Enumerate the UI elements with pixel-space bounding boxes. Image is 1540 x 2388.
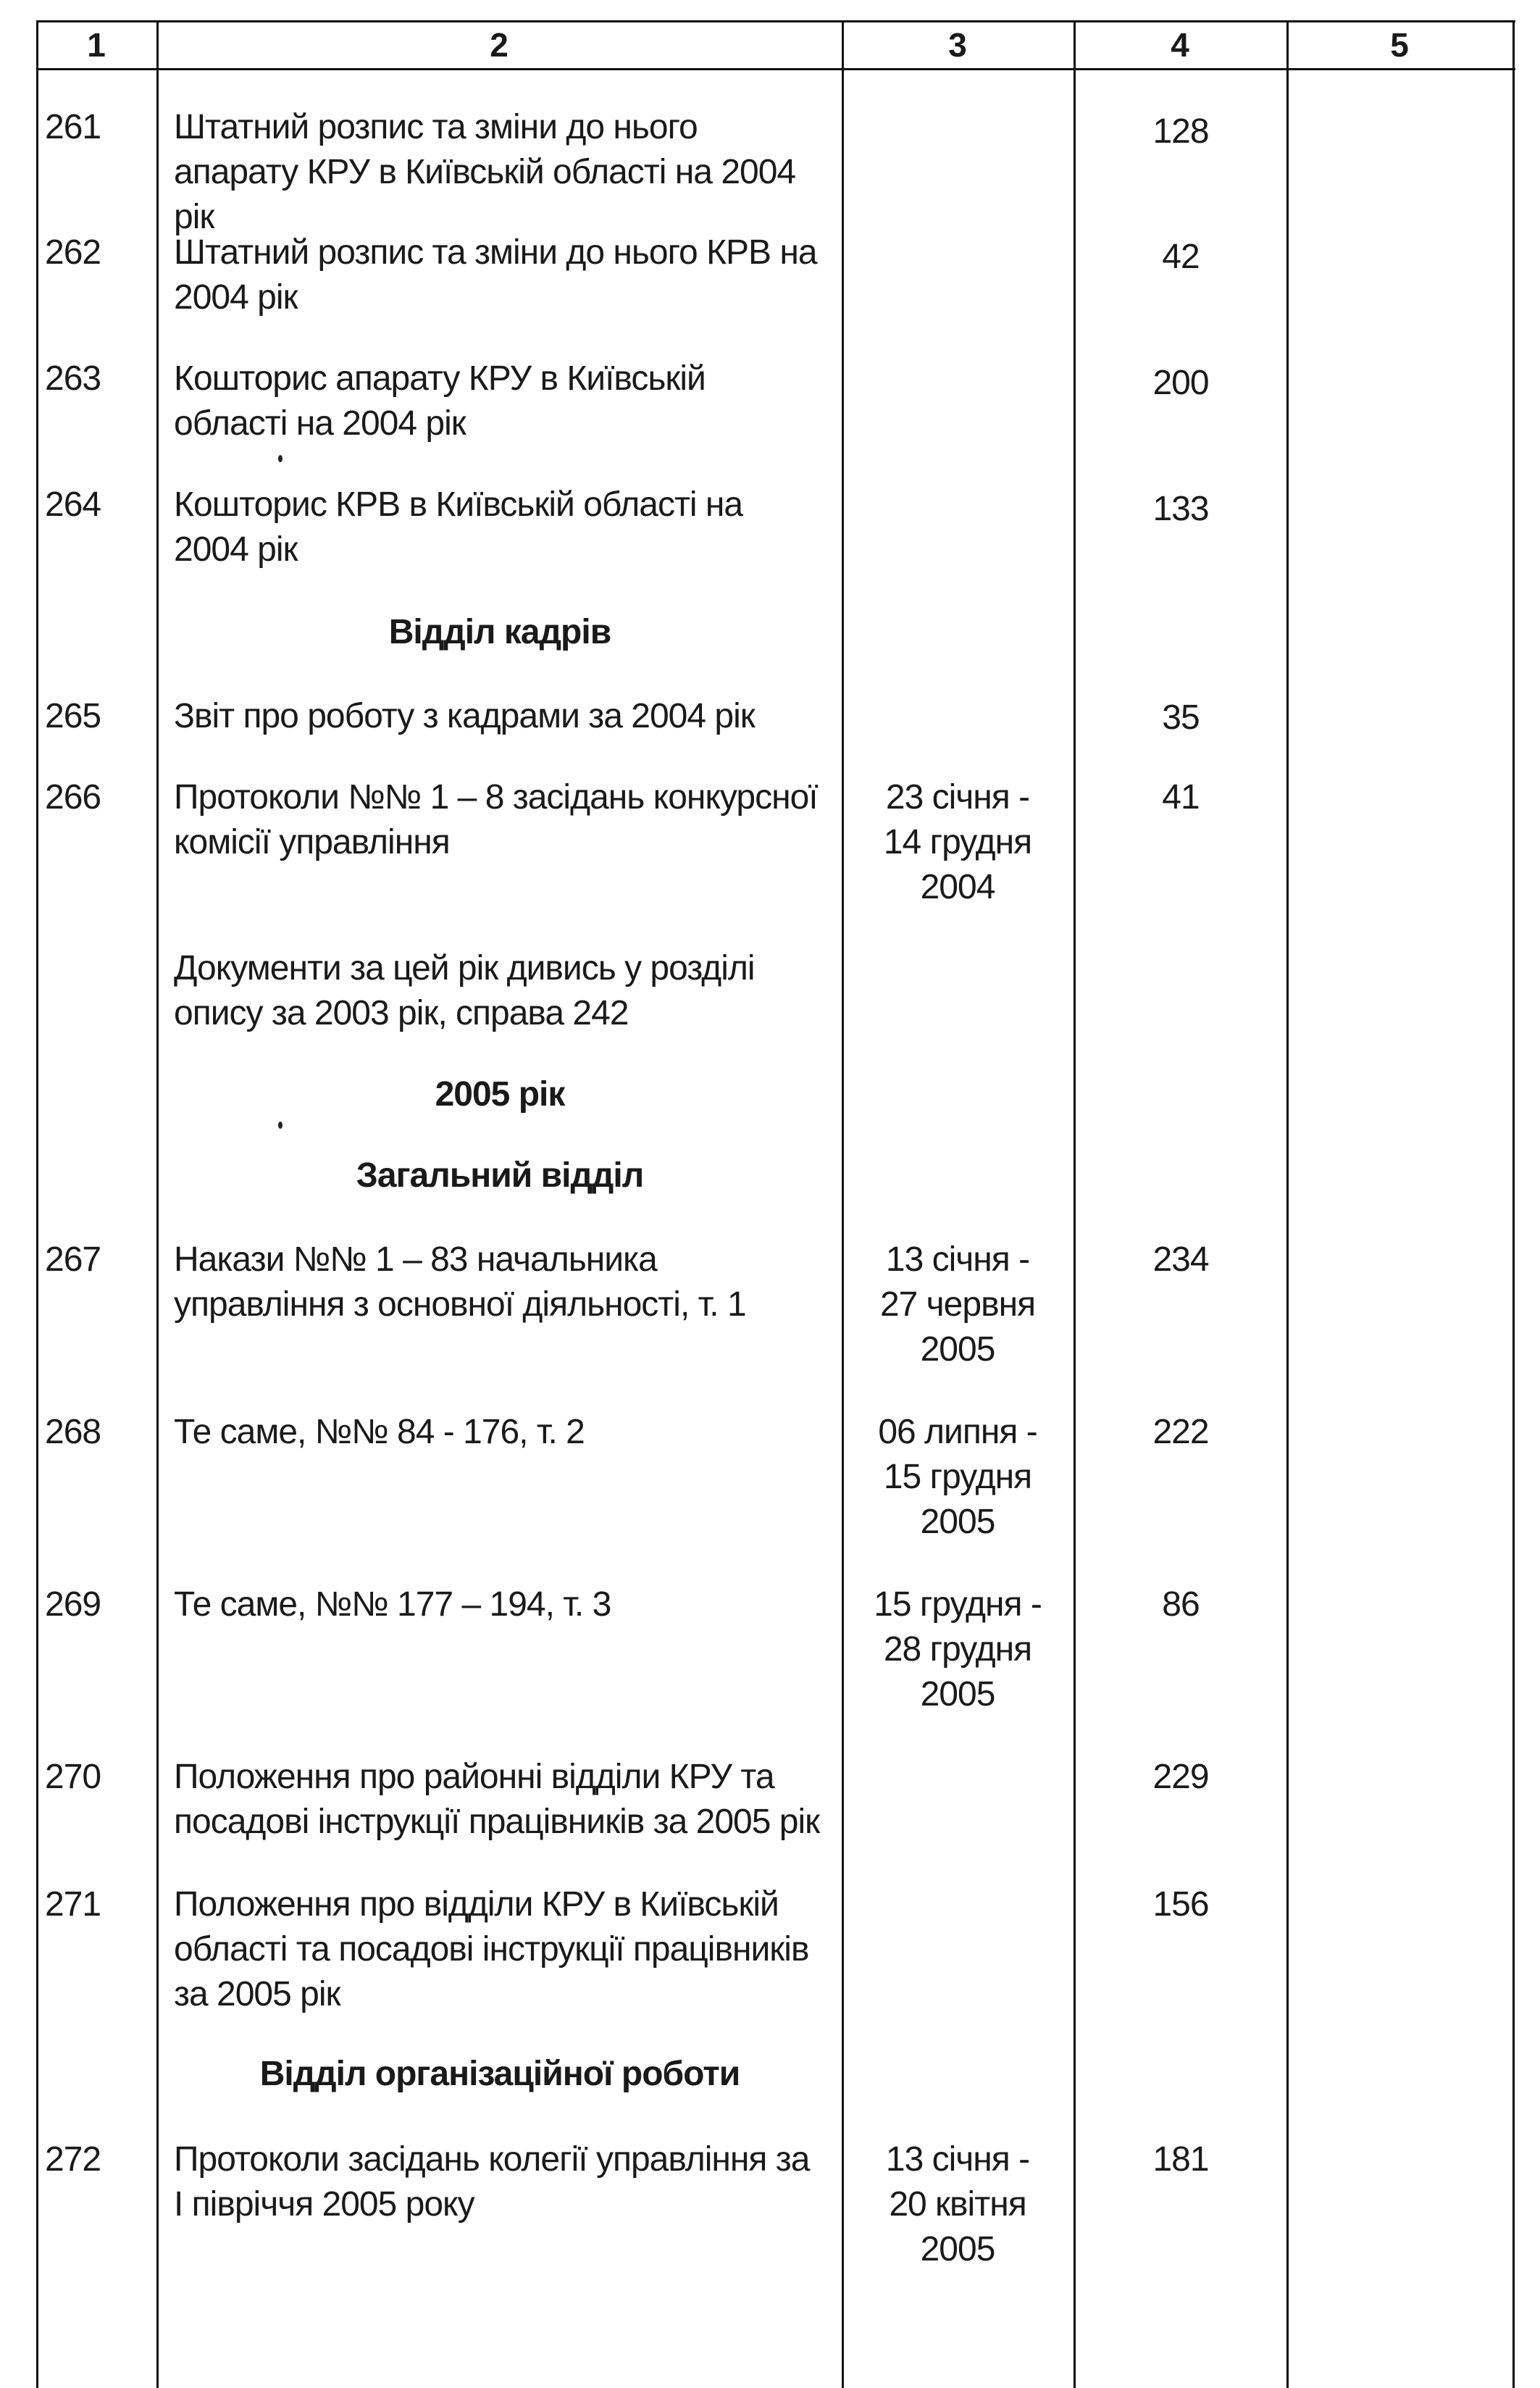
row-sheets: 181 [1152, 2140, 1209, 2179]
row-sheets: 128 [1152, 112, 1209, 151]
row-number: 268 [45, 1413, 101, 1451]
row-sheets: 86 [1162, 1585, 1200, 1624]
header-col-4: 4 [1171, 26, 1189, 64]
row-dates: 06 липня - 15 грудня 2005 [878, 1413, 1037, 1541]
scan-speck [278, 1122, 283, 1129]
row-title: Штатний розпис та зміни до нього КРВ на 2004 рік [174, 233, 817, 317]
row-number: 270 [45, 1758, 101, 1796]
header-col-3: 3 [948, 26, 967, 64]
section-heading-kadry: Відділ кадрів [388, 613, 611, 651]
row-sheets: 41 [1162, 778, 1200, 817]
row-sheets: 42 [1162, 238, 1200, 276]
row-title: Протоколи №№ 1 – 8 засідань конкурсної комісії управління [174, 778, 818, 861]
row-dates: 23 січня - 14 грудня 2004 [883, 778, 1032, 906]
row-title: Накази №№ 1 – 83 начальника управління з основної діяльності, т. 1 [174, 1240, 746, 1324]
row-sheets: 133 [1152, 490, 1209, 528]
row-dates: 15 грудня - 28 грудня 2005 [874, 1585, 1042, 1713]
row-title: Штатний розпис та зміни до нього апарату КРУ в Київській області на 2004 рік [174, 108, 796, 236]
row-title: Те саме, №№ 84 - 176, т. 2 [174, 1413, 585, 1451]
col-border-2-3 [842, 20, 844, 2388]
row-number: 265 [45, 697, 101, 735]
row-sheets: 229 [1152, 1758, 1209, 1796]
col-border-1-2 [156, 20, 159, 2388]
header-col-2: 2 [490, 26, 509, 64]
row-title: Протоколи засідань колегії управління за I півріччя 2005 року [174, 2140, 810, 2224]
row-number: 269 [45, 1585, 101, 1624]
row-title: Положення про відділи КРУ в Київській області та посадові інструкції працівників за 2005 рік [174, 1885, 809, 2013]
row-title: Кошторис КРВ в Київській області на 2004 рік [174, 485, 743, 569]
row-title: Кошторис апарату КРУ в Київській області на 2004 рік [174, 359, 706, 443]
section-heading-org: Відділ організаційної роботи [259, 2055, 740, 2093]
row-number: 267 [45, 1240, 101, 1279]
row-sheets: 156 [1152, 1885, 1209, 1924]
col-border-left [36, 20, 38, 2388]
row-title: Звіт про роботу з кадрами за 2004 рік [174, 697, 755, 735]
row-number: 271 [45, 1885, 101, 1924]
row-number: 266 [45, 778, 101, 817]
table-top-border [36, 20, 1515, 22]
section-heading-year-2005: 2005 рік [435, 1075, 565, 1114]
row-number: 272 [45, 2140, 101, 2179]
header-bottom-border [36, 68, 1515, 70]
row-number: 263 [45, 359, 101, 398]
row-number: 262 [45, 233, 101, 272]
row-sheets: 35 [1162, 698, 1200, 737]
row-sheets: 234 [1152, 1240, 1209, 1279]
row-title: Положення про районні відділи КРУ та посадові інструкції працівників за 2005 рік [174, 1758, 820, 1841]
scan-speck [278, 455, 283, 462]
row-dates: 13 січня - 27 червня 2005 [879, 1240, 1036, 1369]
row-sheets: 222 [1152, 1413, 1209, 1451]
row-sheets: 200 [1152, 364, 1209, 402]
col-border-right [1512, 20, 1515, 2388]
row-title: Те саме, №№ 177 – 194, т. 3 [174, 1585, 611, 1624]
cross-reference-note: Документи за цей рік дивись у розділі опису за 2003 рік, справа 242 [174, 949, 755, 1032]
header-col-5: 5 [1390, 26, 1409, 64]
header-col-1: 1 [87, 26, 106, 64]
row-dates: 13 січня - 20 квітня 2005 [885, 2140, 1030, 2268]
row-number: 264 [45, 485, 101, 524]
row-number: 261 [45, 108, 101, 146]
section-heading-general: Загальний відділ [356, 1156, 644, 1195]
